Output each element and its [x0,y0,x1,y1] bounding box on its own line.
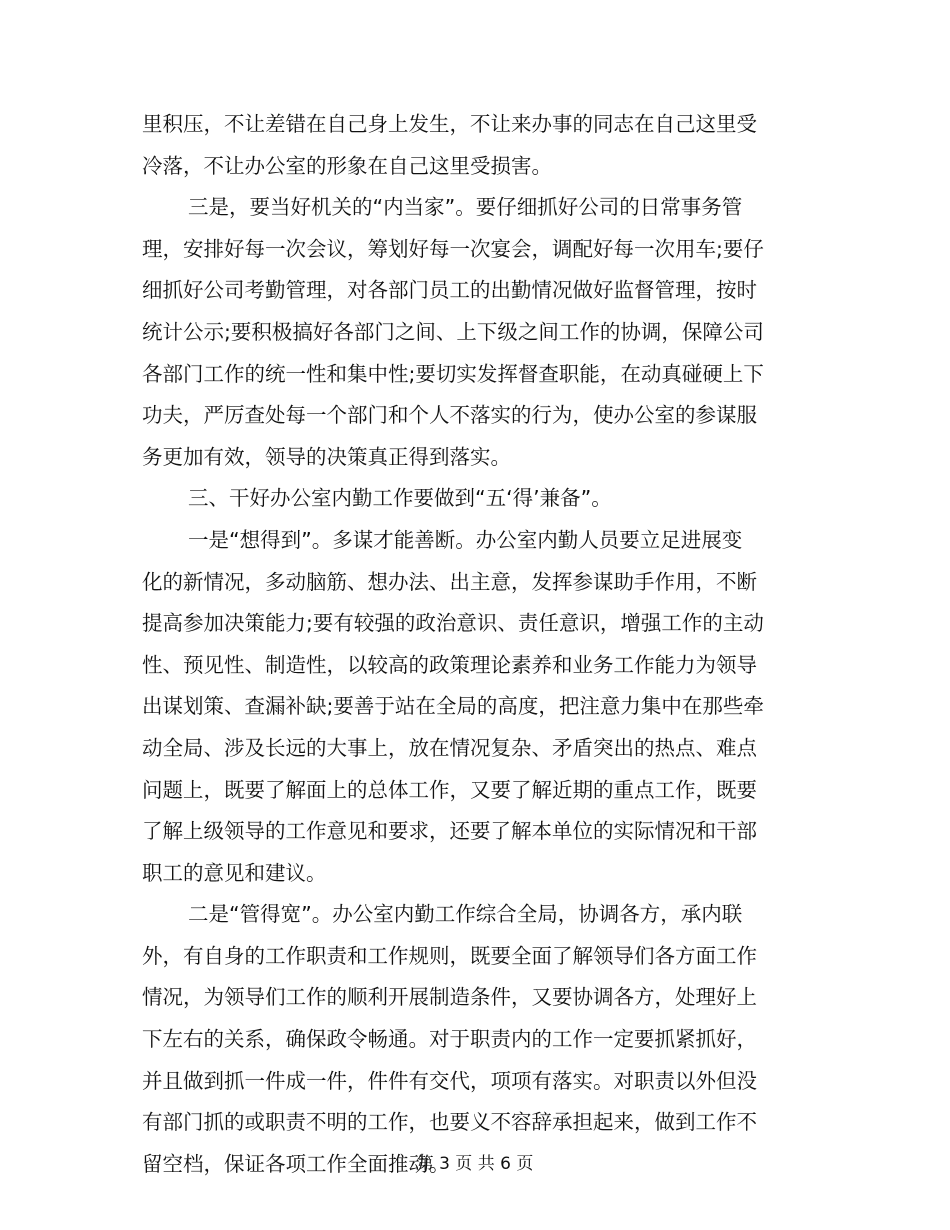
page-number-footer: 第 3 页 共 6 页 [416,1154,534,1174]
text-line: 理，安排好每一次会议，筹划好每一次宴会，调配好每一次用车;要仔 [142,236,764,261]
text-line: 情况，为领导们工作的顺利开展制造条件，又要协调各方，处理好上 [142,985,757,1010]
text-line: 动全局、涉及长远的大事上，放在情况复杂、矛盾突出的热点、难点 [142,735,757,760]
text-line: 冷落，不让办公室的形象在自己这里受损害。 [142,153,552,178]
paragraph-start-line: 三是，要当好机关的“内当家”。要仔细抓好公司的日常事务管 [188,195,743,220]
text-line: 各部门工作的统一性和集中性;要切实发挥督查职能，在动真碰硬上下 [142,361,764,386]
text-line: 外，有自身的工作职责和工作规则，既要全面了解领导们各方面工作 [142,943,757,968]
text-line: 里积压，不让差错在自己身上发生，不让来办事的同志在自己这里受 [142,112,757,136]
text-line: 功夫，严厉查处每一个部门和个人不落实的行为，使办公室的参谋服 [142,403,757,428]
text-line: 职工的意见和建议。 [142,860,327,885]
text-line: 下左右的关系，确保政令畅通。对于职责内的工作一定要抓紧抓好， [142,1027,757,1052]
text-line: 化的新情况，多动脑筋、想办法、出主意，发挥参谋助手作用，不断 [142,569,757,594]
text-line: 统计公示;要积极搞好各部门之间、上下级之间工作的协调，保障公司 [142,319,764,344]
text-line: 细抓好公司考勤管理，对各部门员工的出勤情况做好监督管理，按时 [142,278,757,303]
paragraph-start-line: 二是“管得宽”。办公室内勤工作综合全局，协调各方，承内联 [188,902,743,927]
section-heading: 三、干好办公室内勤工作要做到“五‘得’兼备”。 [188,486,612,511]
paragraph-start-line: 一是“想得到”。多谋才能善断。办公室内勤人员要立足进展变 [188,527,743,552]
body-text [142,104,808,1185]
text-line: 问题上，既要了解面上的总体工作，又要了解近期的重点工作，既要 [142,777,757,802]
text-line: 性、预见性、制造性，以较高的政策理论素养和业务工作能力为领导 [142,652,757,677]
text-line: 出谋划策、查漏补缺;要善于站在全局的高度，把注意力集中在那些牵 [142,694,764,719]
text-line: 并且做到抓一件成一件，件件有交代，项项有落实。对职责以外但没 [142,1068,757,1093]
text-line: 有部门抓的或职责不明的工作，也要义不容辞承担起来，做到工作不 [142,1110,757,1135]
text-line: 提高参加决策能力;要有较强的政治意识、责任意识，增强工作的主动 [142,611,764,636]
text-line: 了解上级领导的工作意见和要求，还要了解本单位的实际情况和干部 [142,819,757,844]
text-line: 留空档，保证各项工作全面推动。 [142,1151,450,1176]
text-line: 务更加有效，领导的决策真正得到落实。 [142,444,511,469]
